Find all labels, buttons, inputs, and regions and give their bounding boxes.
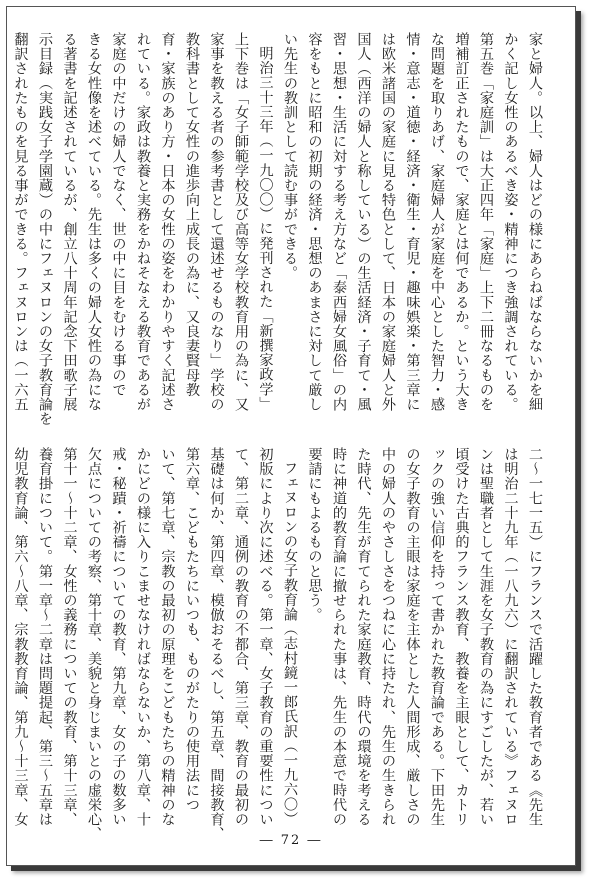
text-line: 情・意志・道徳・経済・衛生・育児・趣味娯楽・第三章に xyxy=(404,32,421,412)
text-line: 幼児教育論、第六〜八章、宗教教育論、第九〜十三章、女 xyxy=(12,447,29,827)
book-page xyxy=(6,6,576,866)
text-line: は欧米諸国の家庭に見る特色として、日本の家庭婦人と外 xyxy=(380,32,396,412)
upper-text-block xyxy=(12,32,547,427)
text-line: 家と婦人。以上、婦人はどの様にあらねばならないかを細 xyxy=(527,32,543,412)
text-line: の女子教育の主眼は家庭を主体とした人間形成、厳しさの xyxy=(404,447,421,827)
text-line: 習・思想・生活に対する考え方など「泰西婦女風俗」の内 xyxy=(331,32,347,412)
text-line: 第六章、こどもたちにいつも、ものがたりの使用法につ xyxy=(184,447,200,812)
text-line: 示目録（実践女子学園蔵）の中にフェヌロンの女子教育論を xyxy=(37,32,53,427)
text-line: フェヌロンの女子教育論（志村鏡一郎氏訳（一九六〇） xyxy=(282,461,298,827)
text-line: 要請にもよるものと思う。 xyxy=(306,447,323,623)
text-line: 明治三十三年（一九〇〇）に発刊された「新撰家政学」 xyxy=(257,46,274,412)
text-line: 時に神道的教育論に撤せられた事は、先生の本意で時代の xyxy=(331,447,347,827)
text-line: 第十一〜十二章、女性の義務についての教育、第十三章、 xyxy=(61,447,78,827)
page-number: ― 72 ― xyxy=(259,833,323,848)
text-line: れている。家政は教養と実務をかねそなえる教育であるが xyxy=(135,32,151,412)
text-line: 養育掛について。第一章〜二章は問題提起、第三〜五章は xyxy=(37,447,53,827)
text-line: かにどの様に入りこませなければならないか、第八章、十 xyxy=(135,447,151,827)
text-line: 基礎は何か、第四章、模倣おそるべし、第五章、間接教育、 xyxy=(208,447,225,842)
text-line: 二〜一七一五）にフランスで活躍した教育者である《先生 xyxy=(527,447,543,827)
text-line: 容をもとに昭和の初期の経済・思想のあまさに対して厳し xyxy=(306,32,323,412)
text-line: な問題を取りあげ、家庭婦人が家庭を中心とした智力・感 xyxy=(429,32,445,412)
text-line: い先生の教訓として読む事ができる。 xyxy=(282,32,298,281)
text-line: 上下巻は「女子師範学校及び高等女学校教育用の為に、又 xyxy=(233,32,249,412)
text-line: ックの強い信仰を持って書かれた教育論である。下田先生 xyxy=(429,447,445,827)
text-line: かく記し女性のあるべき姿・精神につき強調されている。 xyxy=(502,32,519,412)
text-line: ンは聖職者として生涯を女子教育の為にすごしたが、若い xyxy=(478,447,494,827)
text-line: 家事を教える者の参考書として還述せるものなり」学校の xyxy=(208,32,225,412)
text-line: 戒・秘蹟・祈禱についての教育、第九章、女の子の数多い xyxy=(110,447,127,827)
text-line: 翻訳されたものを見る事ができる。フェヌロンは（一六五 xyxy=(12,32,29,412)
text-line: 国人（西洋の婦人と称している）の生活経済・子育て・風 xyxy=(355,32,372,412)
text-line: る著書を記述されているが、創立八十周年記念下田歌子展 xyxy=(61,32,78,412)
text-line: きる女性像を述べている。先生は多くの婦人女性の為にな xyxy=(86,32,102,412)
text-line: 教科書として女性の進歩向上成長の為に、又良妻賢母教 xyxy=(184,32,200,397)
text-line: 家庭の中だけの婦人でなく、世の中に目をむける事ので xyxy=(110,32,127,397)
text-line: いて、第七章、宗教の最初の原理をこどもたちの精神のな xyxy=(159,447,176,827)
text-line: 頃受けた古典的フランス教育、教養を主眼として、カトリ xyxy=(453,447,470,827)
text-line: 中の婦人のやさしさをつねに心に持たれ、先生の生きられ xyxy=(380,447,396,827)
text-line: は明治二十九年（一八九六）に翻訳されている》フェヌロ xyxy=(502,447,519,827)
text-line: 欠点についての考察、第十章、美貌と身じまいとの虚栄心、 xyxy=(86,447,102,842)
text-line: 第五巻「家庭訓」は大正四年「家庭」上下二冊なるものを xyxy=(478,32,494,412)
text-line: 初版により次に述べる。第一章、女子教育の重要性につい xyxy=(257,447,274,827)
text-line: 育・家族のあり方・日本の女性の姿をわかりやすく記述さ xyxy=(159,32,176,412)
text-line: た時代、先生が育てられた家庭教育、時代の環境を考える xyxy=(355,447,372,827)
text-line: 増補訂正されたもので、家庭とは何であるか。という大き xyxy=(453,32,470,412)
text-line: て、第二章、通例の教育の不都合、第三章、教育の最初の xyxy=(233,447,249,827)
